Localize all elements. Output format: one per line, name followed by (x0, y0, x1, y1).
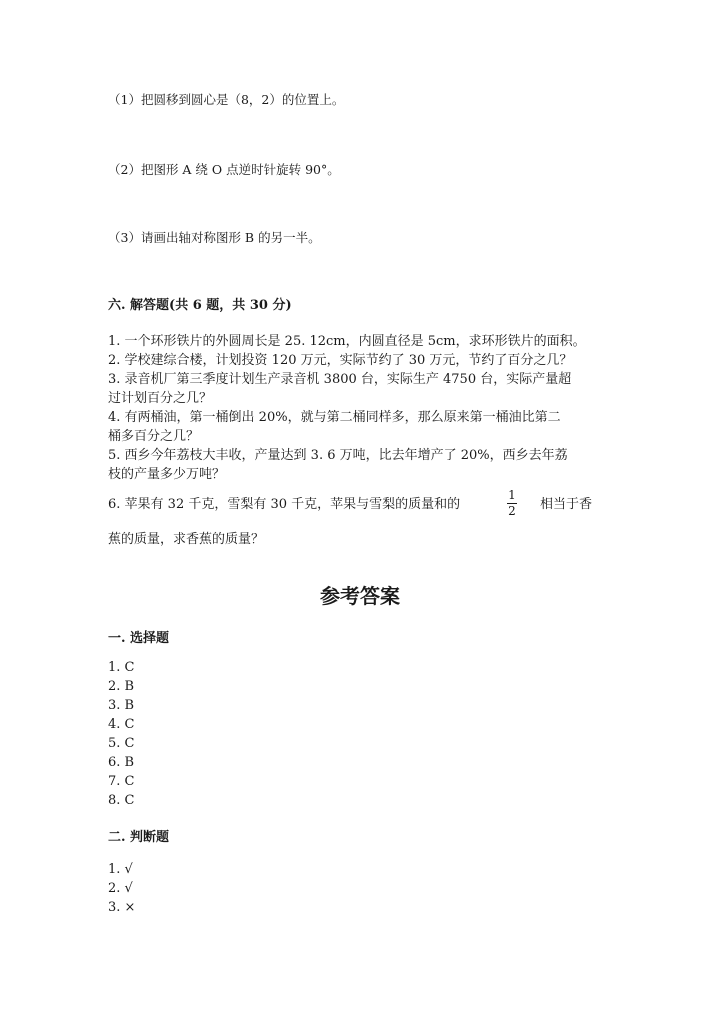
answers-section-1-title: 一. 选择题 (108, 631, 170, 646)
question-2: 2. 学校建综合楼，计划投资 120 万元，实际节约了 30 万元，节约了百分之几？ (108, 353, 573, 368)
fraction-numerator: 1 (508, 488, 516, 502)
fraction-one-half (505, 489, 519, 518)
fraction-denominator: 2 (508, 504, 516, 518)
answer-7: 7. C (108, 774, 135, 789)
judge-answer-2: 2. √ (108, 881, 133, 896)
answer-6: 6. B (108, 755, 135, 770)
question-6-line-2: 蕉的质量，求香蕉的质量？ (108, 532, 265, 547)
question-6-line-1: 6. 苹果有 32 千克，雪梨有 30 千克，苹果与雪梨的质量和的 (108, 497, 461, 512)
section-6-title: 六. 解答题(共 6 题，共 30 分) (108, 298, 292, 313)
question-1: 1. 一个环形铁片的外圆周长是 25. 12cm，内圆直径是 5cm，求环形铁片的面积。 (108, 334, 586, 349)
judge-answer-3: 3. × (108, 900, 136, 915)
question-6-tail: 相当于香 (540, 497, 593, 512)
question-4-line-1: 4. 有两桶油，第一桶倒出 20%，就与第二桶同样多，那么原来第一桶油比第二 (108, 410, 561, 425)
question-5-line-1: 5. 西乡今年荔枝大丰收，产量达到 3. 6 万吨，比去年增产了 20%，西乡去年荔 (108, 448, 568, 463)
answer-3: 3. B (108, 698, 135, 713)
question-4-line-2: 桶多百分之几？ (108, 429, 200, 444)
answer-8: 8. C (108, 793, 135, 808)
question-3-line-2: 过计划百分之几？ (108, 391, 213, 406)
answer-4: 4. C (108, 717, 135, 732)
task-2: （2）把图形 A 绕 O 点逆时针旋转 90°。 (108, 162, 340, 177)
answer-2: 2. B (108, 679, 135, 694)
task-1: （1）把圆移到圆心是（8，2）的位置上。 (108, 92, 345, 107)
question-3-line-1: 3. 录音机厂第三季度计划生产录音机 3800 台，实际生产 4750 台，实际产量超 (108, 372, 572, 387)
judge-answer-1: 1. √ (108, 862, 133, 877)
answer-1: 1. C (108, 660, 135, 675)
task-3: （3）请画出轴对称图形 B 的另一半。 (108, 230, 321, 245)
question-5-line-2: 枝的产量多少万吨？ (108, 467, 226, 482)
answers-title: 参考答案 (320, 584, 400, 608)
answers-section-2-title: 二. 判断题 (108, 830, 170, 845)
answer-5: 5. C (108, 736, 135, 751)
